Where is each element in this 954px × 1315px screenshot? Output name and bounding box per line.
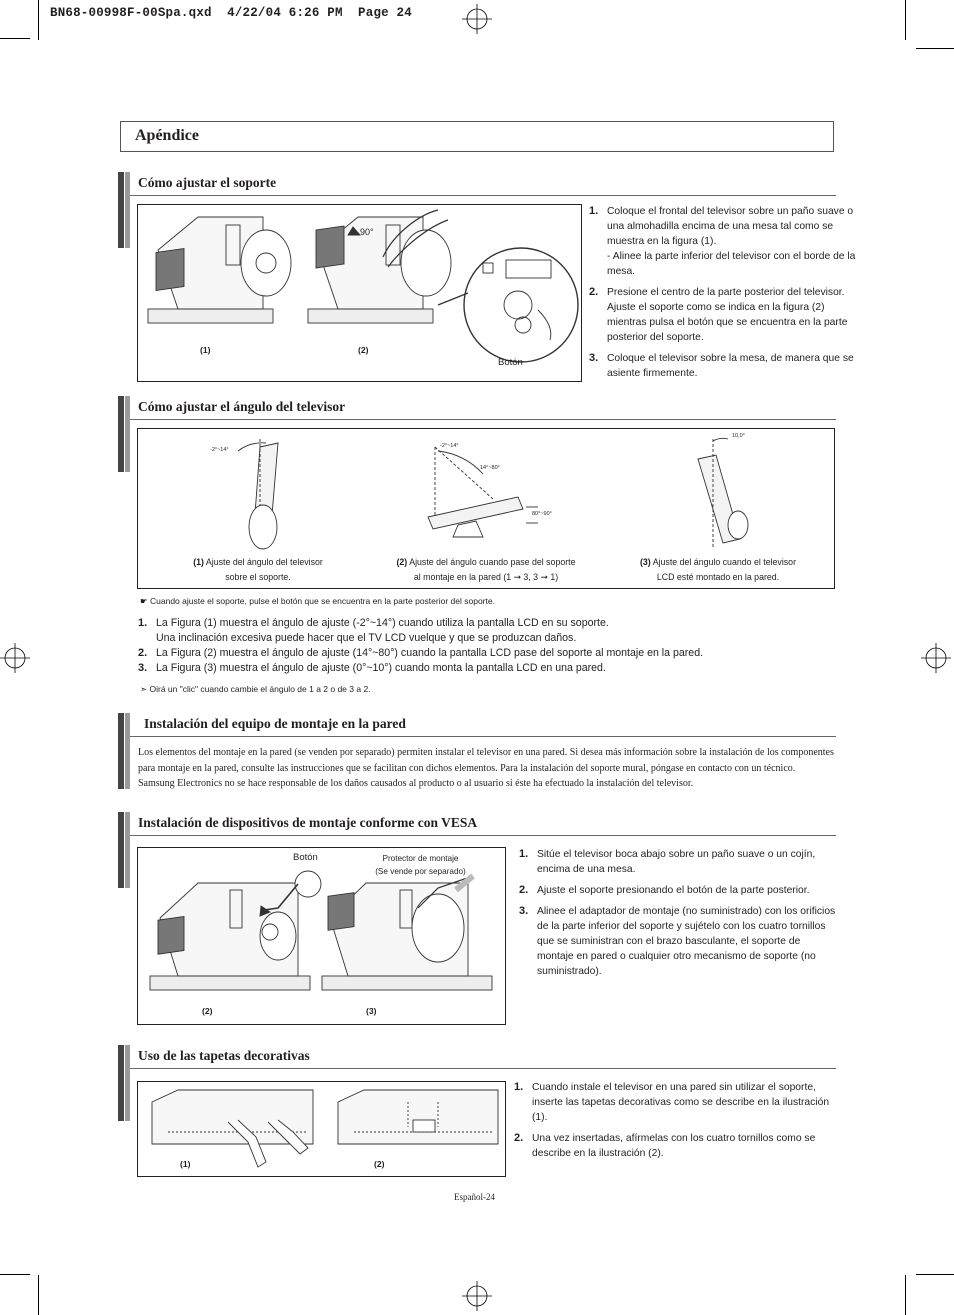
step-item: 3. Coloque el televisor sobre la mesa, de manera que se asiente firmemente.	[589, 352, 854, 379]
button-label: Botón	[498, 357, 523, 368]
section-marker	[125, 172, 130, 248]
print-header: BN68-00998F-00Spa.qxd 4/22/04 6:26 PM Page 24	[50, 6, 412, 20]
angle-label: 80°~90°	[532, 511, 552, 517]
step-item: 1. La Figura (1) muestra el ángulo de ajuste (-2°~14°) cuando utiliza la pantalla LCD en su soporte. Una inclinación excesiva puede hacer que el TV LCD vuelque y que se produzcan daños.	[138, 617, 609, 644]
step-item: 2. La Figura (2) muestra el ángulo de ajuste (14°~80°) cuando la pantalla LCD pase del soporte al montaje en la pared.	[138, 647, 704, 659]
section-heading-mats: Uso de las tapetas decorativas	[118, 1045, 836, 1069]
mats-figure	[137, 1081, 506, 1177]
figure-label: (1)	[180, 1159, 191, 1169]
angle-figure	[137, 428, 835, 589]
angle-label: 14°~80°	[480, 465, 500, 471]
page-title-box	[120, 121, 834, 152]
button-label: Botón	[293, 852, 318, 863]
mats-steps	[514, 1080, 836, 1167]
section-marker	[125, 713, 130, 789]
vesa-steps	[519, 847, 837, 985]
figure-caption: (2) Ajuste del ángulo cuando pase del soporte al montaje en la pared (1 ➞ 3, 3 ➞ 1)	[396, 557, 576, 582]
figure-caption: (1) Ajuste del ángulo del televisor sobre el soporte.	[193, 557, 323, 582]
step-item: 2. Ajuste el soporte presionando el botón de la parte posterior.	[519, 884, 810, 896]
page-title: Apéndice	[135, 127, 199, 144]
angle-label: -2°~14°	[210, 447, 229, 453]
vesa-figure	[137, 847, 506, 1025]
section-marker	[118, 1045, 124, 1121]
section-marker	[118, 812, 124, 888]
figure-label: (1)	[200, 345, 211, 355]
step-item: 1. Sitúe el televisor boca abajo sobre un paño suave o un cojín, encima de una mesa.	[519, 848, 816, 875]
tip-arrow-icon: ➣	[140, 684, 148, 694]
section-marker	[118, 396, 124, 472]
registration-mark-top	[462, 4, 492, 34]
step-item: 3. La Figura (3) muestra el ángulo de ajuste (0°~10°) cuando monta la pantalla LCD en una pared.	[138, 662, 606, 674]
section-marker	[125, 1045, 130, 1121]
figure-label: (2)	[202, 1006, 213, 1016]
registration-mark-left	[0, 643, 30, 673]
tip-line: ➣ Oirá un "clic" cuando cambie el ángulo de 1 a 2 o de 3 a 2.	[140, 684, 371, 694]
registration-mark-bottom	[462, 1281, 492, 1311]
page-number: Español-24	[454, 1192, 495, 1202]
step-item: 2. Una vez insertadas, afírmelas con los cuatro tornillos como se describe en la ilustración (2).	[514, 1132, 816, 1159]
section-heading-wall: Instalación del equipo de montaje en la pared	[118, 713, 836, 737]
figure-label: (2)	[358, 345, 369, 355]
note-hand-icon: ☛	[140, 596, 148, 606]
section-marker	[125, 396, 130, 472]
step-item: 2. Presione el centro de la parte posterior del televisor. Ajuste el soporte como se indica en la figura (2) mientras pulsa el botón que se encuentra en la parte posterior del soporte.	[589, 286, 848, 343]
stand-figure	[137, 204, 582, 382]
section-heading-angle: Cómo ajustar el ángulo del televisor	[118, 396, 836, 420]
protector-label: Protector de montaje (Se vende por separado)	[375, 854, 466, 876]
figure-label: (3)	[366, 1006, 377, 1016]
figure-caption: (3) Ajuste del ángulo cuando el televisor LCD esté montado en la pared.	[639, 557, 797, 582]
step-item: 3. Alinee el adaptador de montaje (no suministrado) con los orificios de la parte inferior del soporte y sujételo con los cuatro tornillos que se suministran con el brazo basculante, el soporte de montaje en pared o cualquier otro mecanismo de soporte (no suministrado).	[519, 905, 836, 977]
section-marker	[118, 713, 124, 789]
angle-label: 10,0°	[732, 433, 745, 439]
angle-label: -2°~14°	[440, 443, 459, 449]
figure-label: (2)	[374, 1159, 385, 1169]
angle-steps	[138, 616, 838, 676]
section-marker	[125, 812, 130, 888]
angle-label: 90°	[360, 227, 374, 237]
section-heading-stand: Cómo ajustar el soporte	[118, 172, 836, 196]
stand-steps	[589, 204, 857, 387]
section-marker	[118, 172, 124, 248]
step-item: 1. Coloque el frontal del televisor sobre un paño suave o una almohadilla encima de una mesa tal como se muestra en la figura (1). - Alinee la parte inferior del televisor con el borde de la mesa.	[589, 205, 856, 277]
section-heading-vesa: Instalación de dispositivos de montaje conforme con VESA	[118, 812, 836, 836]
wall-paragraph: Los elementos del montaje en la pared (se venden por separado) permiten instalar el televisor en una pared. Si desea más información sobre la instalación de los componentes para montaje en la pared, consulte las instrucciones que se facilitan con dichos elementos. Para la instalación del soporte mural, póngase en contacto con un técnico. Samsung Electronics no se hace responsable de los daños causados al producto o al usuario si éste ha efectuado la instalación del televisor.	[138, 747, 834, 789]
registration-mark-right	[921, 643, 951, 673]
mats-illustration	[138, 1082, 505, 1176]
note-line: ☛ Cuando ajuste el soporte, pulse el botón que se encuentra en la parte posterior del soporte.	[140, 596, 495, 606]
step-item: 1. Cuando instale el televisor en una pared sin utilizar el soporte, inserte las tapetas decorativas como se describe en la ilustración (1).	[514, 1081, 830, 1123]
